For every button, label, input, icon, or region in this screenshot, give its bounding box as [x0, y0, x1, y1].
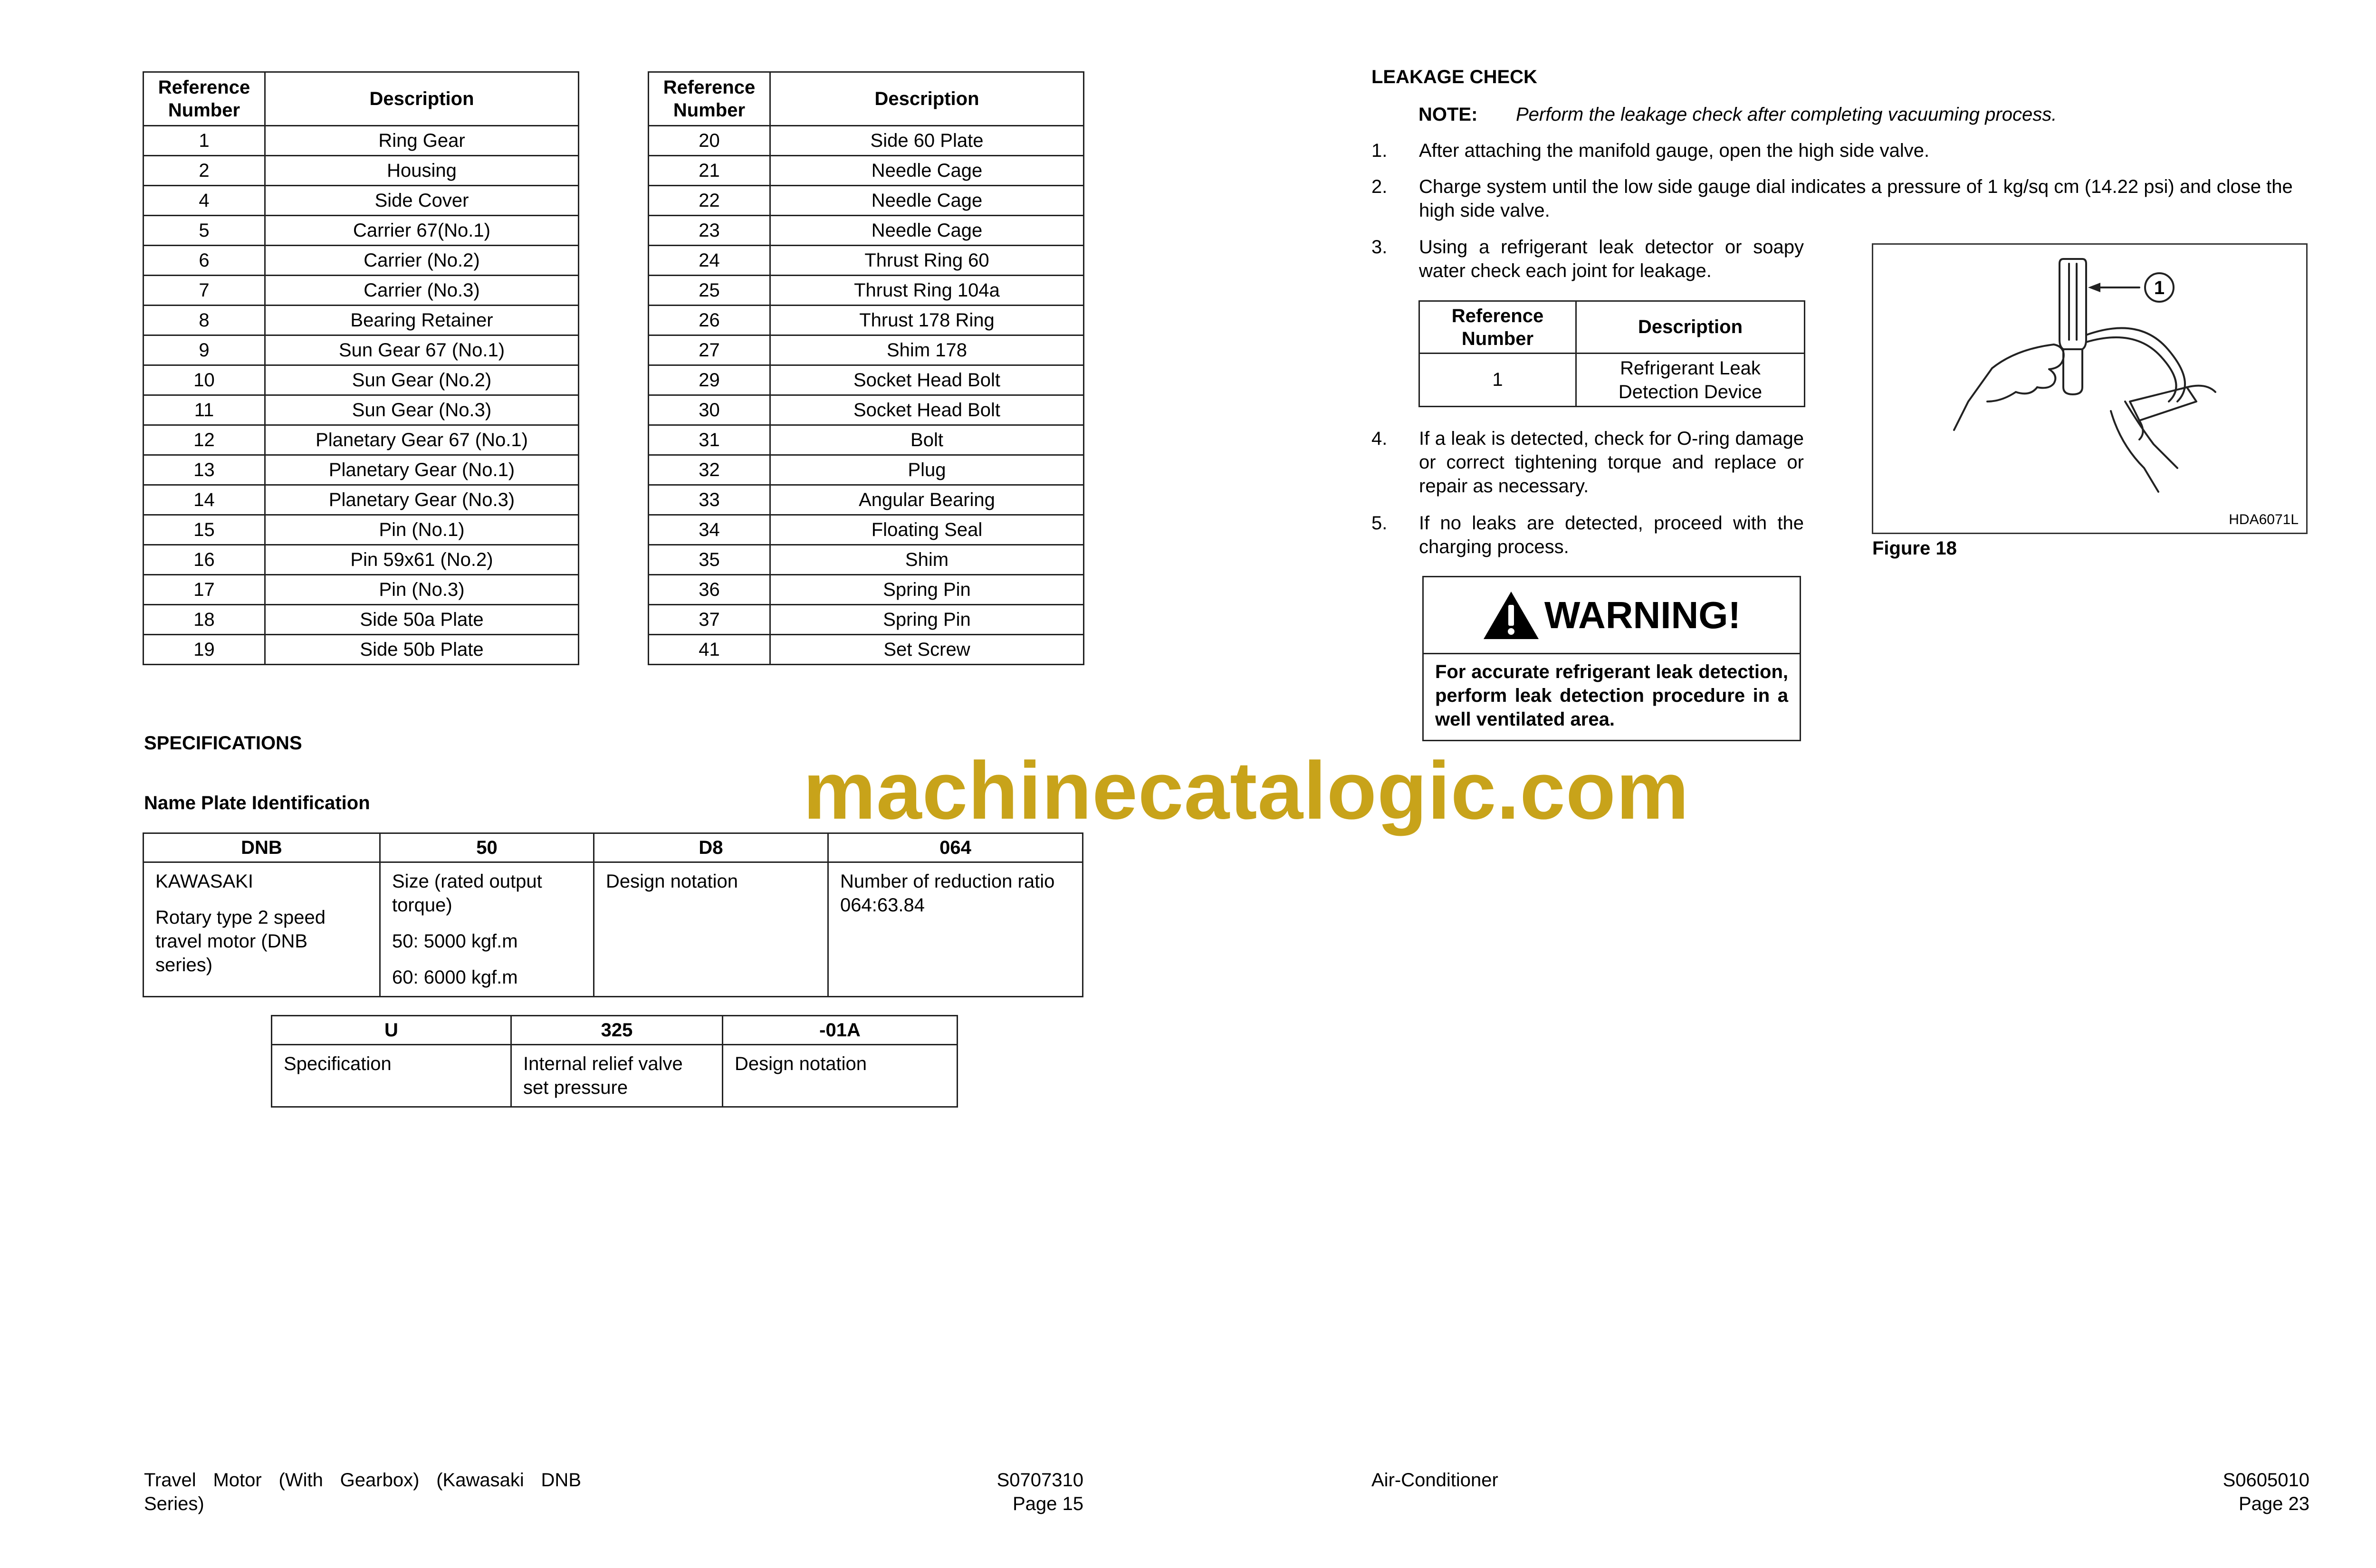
table-row: [144, 455, 579, 485]
name-plate-header: D8: [594, 833, 828, 862]
table-row: [649, 485, 1084, 515]
description-cell: Pin (No.3): [265, 575, 579, 605]
table-row: [144, 246, 579, 276]
note-text: Perform the leakage check after completing vacuuming process.: [1516, 104, 2057, 125]
table-row: [649, 156, 1084, 186]
note-label: NOTE:: [1418, 104, 1478, 125]
step-number: 1.: [1371, 140, 1388, 161]
ref-number-cell: 26: [649, 306, 770, 335]
description-cell: Angular Bearing: [770, 485, 1084, 515]
table-row: [144, 186, 579, 216]
step-4: [1371, 427, 1804, 498]
ref-number-cell: 10: [144, 365, 265, 395]
table-row: [649, 575, 1084, 605]
warning-box: [1422, 576, 1801, 741]
description-cell: Planetary Gear (No.1): [265, 455, 579, 485]
table-row: [649, 395, 1084, 425]
description-cell: Sun Gear (No.2): [265, 365, 579, 395]
description-header: Description: [770, 72, 1084, 126]
code-cell: Internal relief valve set pressure: [511, 1045, 723, 1107]
description-cell: Needle Cage: [770, 186, 1084, 216]
table-row: [649, 216, 1084, 246]
leak-detector-illustration: [1873, 245, 2306, 533]
cell-text: Number of reduction ratio 064:63.84: [840, 871, 1055, 916]
figure-code: HDA6071L: [2229, 512, 2299, 527]
leak-reference-table: [1418, 300, 1805, 407]
step-2: [1371, 175, 2308, 222]
description-cell: Carrier 67(No.1): [265, 216, 579, 246]
description-cell: Ring Gear: [265, 126, 579, 156]
description-cell: Set Screw: [770, 635, 1084, 665]
note-line: [1418, 103, 2057, 126]
reference-table-2-body: [649, 126, 1084, 665]
table-row: [144, 605, 579, 635]
ref-number-cell: 23: [649, 216, 770, 246]
ref-number-cell: 33: [649, 485, 770, 515]
cell-text: Size (rated output torque): [392, 871, 542, 916]
description-cell: Bearing Retainer: [265, 306, 579, 335]
name-plate-cell: [144, 862, 380, 997]
code-cell: Specification: [272, 1045, 511, 1107]
description-cell: Pin 59x61 (No.2): [265, 545, 579, 575]
step-1: [1371, 139, 2308, 163]
code-header: U: [272, 1016, 511, 1045]
name-plate-table: [143, 832, 1083, 997]
table-row: [649, 425, 1084, 455]
description-cell: Plug: [770, 455, 1084, 485]
table-row: [649, 306, 1084, 335]
ref-number-cell: 29: [649, 365, 770, 395]
right-footer-page: Page 23: [2238, 1493, 2309, 1514]
ref-number-cell: 12: [144, 425, 265, 455]
description-cell: Sun Gear (No.3): [265, 395, 579, 425]
description-cell: Side 60 Plate: [770, 126, 1084, 156]
reference-table-1: [143, 71, 579, 665]
code-cell: Design notation: [723, 1045, 958, 1107]
name-plate-header: 064: [828, 833, 1083, 862]
ref-number-cell: 21: [649, 156, 770, 186]
description-cell: Socket Head Bolt: [770, 395, 1084, 425]
table-row: [144, 306, 579, 335]
description-cell: Refrigerant Leak Detection Device: [1576, 354, 1805, 407]
table-row: [144, 276, 579, 306]
ref-number-cell: 14: [144, 485, 265, 515]
step-number: 4.: [1371, 428, 1388, 449]
description-cell: Planetary Gear (No.3): [265, 485, 579, 515]
cell-text: KAWASAKI: [155, 871, 253, 892]
name-plate-header: 50: [380, 833, 594, 862]
description-cell: Thrust Ring 104a: [770, 276, 1084, 306]
description-cell: Spring Pin: [770, 575, 1084, 605]
table-row: [144, 635, 579, 665]
ref-number-cell: 7: [144, 276, 265, 306]
step-number: 5.: [1371, 513, 1388, 534]
step-text: Using a refrigerant leak detector or soapy water check each joint for leakage.: [1419, 237, 1804, 281]
ref-number-cell: 1: [144, 126, 265, 156]
name-plate-header: DNB: [144, 833, 380, 862]
table-row: [649, 515, 1084, 545]
warning-text: For accurate refrigerant leak detection, perform leak detection procedure in a well ventilated area.: [1435, 661, 1788, 730]
description-cell: Planetary Gear 67 (No.1): [265, 425, 579, 455]
description-cell: Socket Head Bolt: [770, 365, 1084, 395]
specifications-heading: SPECIFICATIONS: [144, 733, 302, 754]
name-plate-heading: Name Plate Identification: [144, 793, 370, 813]
step-number: 2.: [1371, 176, 1388, 197]
left-footer-page: Page 15: [1012, 1493, 1083, 1514]
table-row: [144, 335, 579, 365]
step-text: If no leaks are detected, proceed with the charging process.: [1419, 513, 1804, 557]
ref-number-cell: 19: [144, 635, 265, 665]
table-row: [649, 365, 1084, 395]
ref-number-cell: 22: [649, 186, 770, 216]
description-cell: Pin (No.1): [265, 515, 579, 545]
figure-caption: Figure 18: [1872, 538, 1957, 559]
ref-number-cell: 35: [649, 545, 770, 575]
table-row: [144, 156, 579, 186]
step-5: [1371, 511, 1804, 559]
code-table: [271, 1015, 958, 1108]
left-footer-code: S0707310: [996, 1470, 1083, 1491]
code-header: -01A: [723, 1016, 958, 1045]
ref-number-cell: 11: [144, 395, 265, 425]
step-number: 3.: [1371, 237, 1388, 258]
ref-number-cell: 32: [649, 455, 770, 485]
table-row: [144, 485, 579, 515]
table-row: [144, 216, 579, 246]
description-cell: Thrust 178 Ring: [770, 306, 1084, 335]
table-row: [649, 246, 1084, 276]
warning-title: WARNING!: [1544, 593, 1741, 636]
ref-number-cell: 25: [649, 276, 770, 306]
description-header: Description: [265, 72, 579, 126]
figure-18-frame: [1872, 243, 2308, 534]
ref-number-cell: 27: [649, 335, 770, 365]
ref-number-cell: 16: [144, 545, 265, 575]
description-cell: Side 50b Plate: [265, 635, 579, 665]
table-row: [144, 425, 579, 455]
description-cell: Needle Cage: [770, 216, 1084, 246]
ref-number-cell: 36: [649, 575, 770, 605]
ref-number-header: Reference Number: [649, 72, 770, 126]
ref-number-cell: 20: [649, 126, 770, 156]
cell-text: 60: 6000 kgf.m: [392, 967, 518, 988]
table-row: [649, 545, 1084, 575]
cell-text: Rotary type 2 speed travel motor (DNB series): [155, 907, 326, 975]
ref-number-cell: 8: [144, 306, 265, 335]
step-text: After attaching the manifold gauge, open the high side valve.: [1419, 140, 1930, 161]
description-cell: Spring Pin: [770, 605, 1084, 635]
table-row: [144, 126, 579, 156]
table-row: [649, 635, 1084, 665]
ref-number-cell: 17: [144, 575, 265, 605]
ref-number-cell: 34: [649, 515, 770, 545]
right-footer-title: Air-Conditioner: [1371, 1470, 1498, 1491]
ref-number-cell: 30: [649, 395, 770, 425]
table-row: [144, 515, 579, 545]
table-row: [144, 575, 579, 605]
description-header: Description: [1576, 301, 1805, 354]
ref-number-cell: 31: [649, 425, 770, 455]
table-row: [649, 276, 1084, 306]
ref-number-cell: 2: [144, 156, 265, 186]
ref-number-header: Reference Number: [144, 72, 265, 126]
ref-number-header: Reference Number: [1419, 301, 1576, 354]
step-3: [1371, 235, 1804, 283]
description-cell: Carrier (No.2): [265, 246, 579, 276]
step-text: Charge system until the low side gauge dial indicates a pressure of 1 kg/sq cm (14.22 psi) and close the high side valve.: [1419, 176, 2293, 221]
table-row: [649, 605, 1084, 635]
name-plate-cell: [380, 862, 594, 997]
reference-table-1-body: [144, 126, 579, 665]
description-cell: Sun Gear 67 (No.1): [265, 335, 579, 365]
ref-number-cell: 37: [649, 605, 770, 635]
ref-number-cell: 13: [144, 455, 265, 485]
description-cell: Thrust Ring 60: [770, 246, 1084, 276]
ref-number-cell: 24: [649, 246, 770, 276]
table-row: [649, 455, 1084, 485]
ref-number-cell: 15: [144, 515, 265, 545]
ref-number-cell: 18: [144, 605, 265, 635]
description-cell: Floating Seal: [770, 515, 1084, 545]
description-cell: Housing: [265, 156, 579, 186]
table-row: [144, 395, 579, 425]
warning-header: [1424, 577, 1800, 654]
table-row: [649, 335, 1084, 365]
description-cell: Shim: [770, 545, 1084, 575]
table-row: [649, 126, 1084, 156]
table-row: [144, 365, 579, 395]
ref-number-cell: 4: [144, 186, 265, 216]
table-row: [649, 186, 1084, 216]
description-cell: Shim 178: [770, 335, 1084, 365]
ref-number-cell: 41: [649, 635, 770, 665]
right-footer-code: S0605010: [2223, 1470, 2309, 1491]
description-cell: Side Cover: [265, 186, 579, 216]
ref-number-cell: 9: [144, 335, 265, 365]
ref-number-cell: 5: [144, 216, 265, 246]
watermark-text: machinecatalogic.com: [803, 745, 1689, 836]
ref-number-cell: 1: [1419, 354, 1576, 407]
description-cell: Bolt: [770, 425, 1084, 455]
code-header: 325: [511, 1016, 723, 1045]
figure-callout-number: 1: [2154, 277, 2165, 298]
name-plate-cell: [594, 862, 828, 997]
description-cell: Carrier (No.3): [265, 276, 579, 306]
description-cell: Needle Cage: [770, 156, 1084, 186]
left-footer-title: Travel Motor (With Gearbox) (Kawasaki DNB Series): [144, 1470, 581, 1514]
warning-triangle-icon: [1483, 591, 1540, 640]
ref-number-cell: 6: [144, 246, 265, 276]
cell-text: 50: 5000 kgf.m: [392, 931, 518, 952]
table-row: [144, 545, 579, 575]
step-text: If a leak is detected, check for O-ring damage or correct tightening torque and replace or repair as necessary.: [1419, 428, 1804, 497]
leakage-check-heading: LEAKAGE CHECK: [1371, 67, 1537, 87]
cell-text: Design notation: [606, 871, 738, 892]
reference-table-2: [648, 71, 1084, 665]
name-plate-cell: [828, 862, 1083, 997]
description-cell: Side 50a Plate: [265, 605, 579, 635]
